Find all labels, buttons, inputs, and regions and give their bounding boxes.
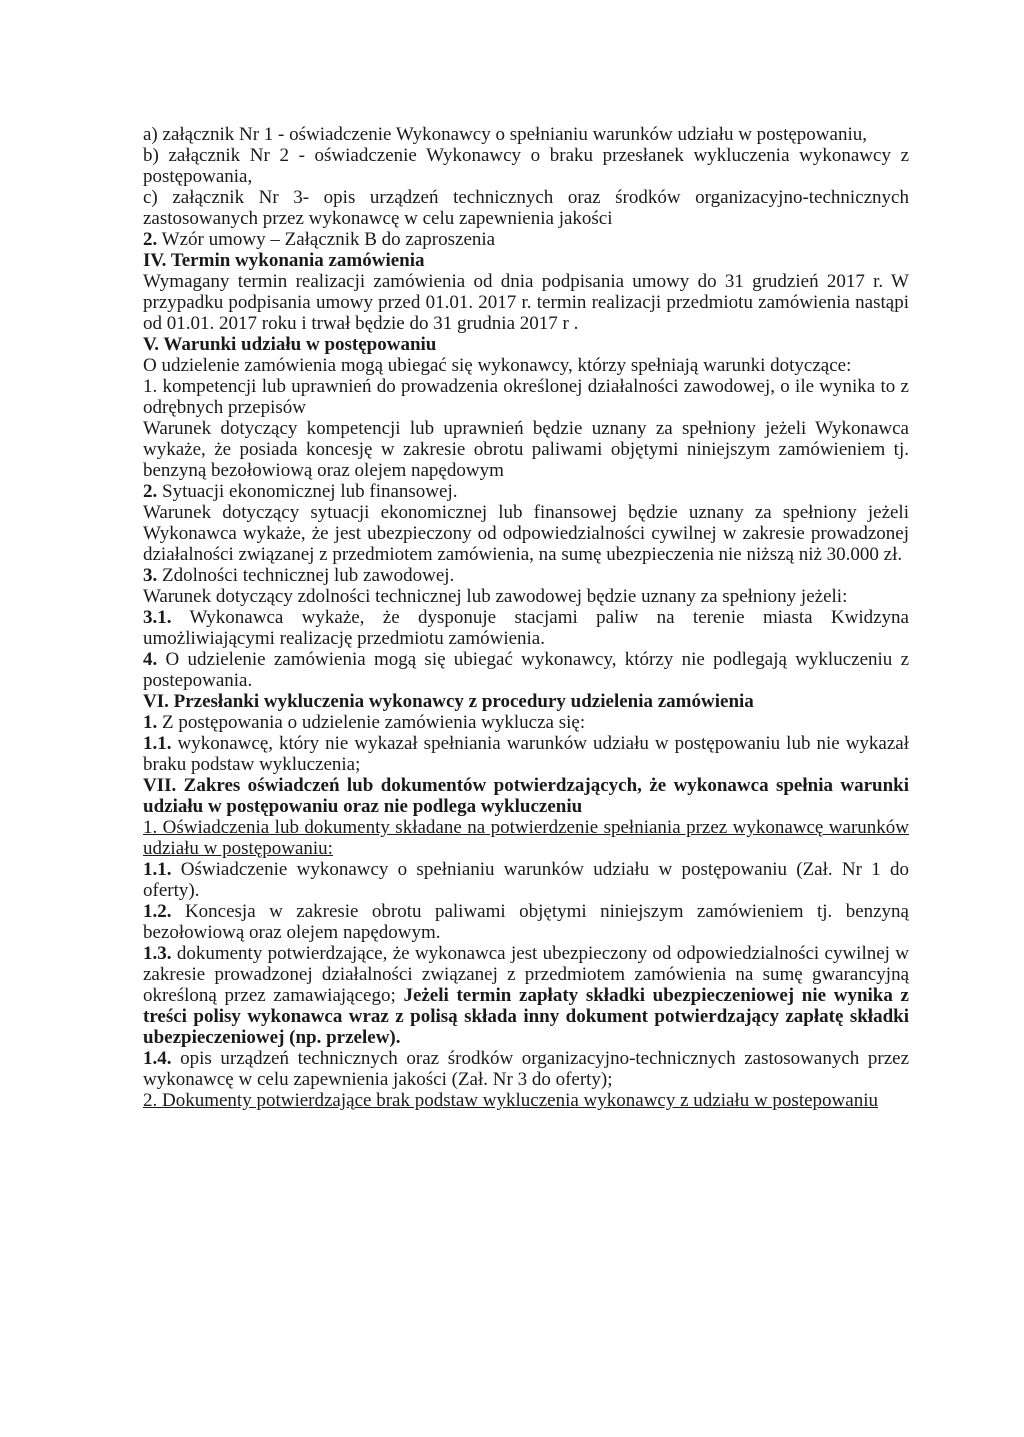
section-7-point-1-3 — [143, 943, 909, 1048]
section-7-point-1-2-number: 1.2. — [143, 901, 172, 922]
section-4-paragraph: Wymagany termin realizacji zamówienia od dnia podpisania umowy do 31 grudzień 2017 r. W przypadku podpisania umowy przed 01.01. 2017 r. termin realizacji przedmiotu zamówienia nastąpi od 01.01. 2017 roku i trwał będzie do 31 grudnia 2017 r . — [143, 271, 909, 334]
condition-3-1-text: Wykonawca wykaże, że dysponuje stacjami paliw na terenie miasta Kwidzyna umożliwiającymi realizację przedmiotu zamówienia. — [143, 607, 909, 649]
section-7-point-1-4-text: opis urządzeń technicznych oraz środków organizacyjno-technicznych zastosowanych przez wykonawcę w celu zapewnienia jakości (Zał. Nr 3 do oferty); — [143, 1048, 909, 1090]
condition-2-number: 2. — [143, 481, 158, 502]
condition-2-description: Warunek dotyczący sytuacji ekonomicznej lub finansowej będzie uznany za spełniony jeżeli Wykonawca wykaże, że jest ubezpieczony od odpowiedzialności cywilnej w zakresie prowadzonej działalności związanej z przedmiotem zamówienia, na sumę ubezpieczenia nie niższą niż 30.000 zł. — [143, 502, 909, 565]
condition-4-number: 4. — [143, 649, 158, 670]
section-7-point-1-1-text: Oświadczenie wykonawcy o spełnianiu warunków udziału w postępowaniu (Zał. Nr 1 do oferty). — [143, 859, 909, 901]
attachment-b: b) załącznik Nr 2 - oświadczenie Wykonawcy o braku przesłanek wykluczenia wykonawcy z postępowania, — [143, 145, 909, 187]
section-6-heading: VI. Przesłanki wykluczenia wykonawcy z procedury udzielenia zamówienia — [143, 691, 754, 712]
item-2 — [143, 229, 909, 250]
section-7-point-1-2 — [143, 901, 909, 943]
section-6-point-1-number: 1. — [143, 712, 158, 733]
section-7-point-1-1-number: 1.1. — [143, 859, 172, 880]
section-6-point-1-text: Z postępowania o udzielenie zamówienia wyklucza się: — [157, 712, 586, 733]
attachment-a: a) załącznik Nr 1 - oświadczenie Wykonawcy o spełnianiu warunków udziału w postępowaniu, — [143, 124, 867, 145]
condition-3 — [143, 565, 909, 586]
condition-1-description: Warunek dotyczący kompetencji lub uprawnień będzie uznany za spełniony jeżeli Wykonawca wykaże, że posiada koncesję w zakresie obrotu paliwami objętymi niniejszym zamówieniem tj. benzyną bezołowiową oraz olejem napędowym — [143, 418, 909, 481]
section-5-heading: V. Warunki udziału w postępowaniu — [143, 334, 437, 355]
document-page — [143, 124, 909, 1111]
condition-3-text: Zdolności technicznej lub zawodowej. — [157, 565, 455, 586]
item-2-number: 2. — [143, 229, 158, 250]
section-7-point-1-4 — [143, 1048, 909, 1090]
condition-3-1-number: 3.1. — [143, 607, 172, 628]
condition-4-text: O udzielenie zamówienia mogą się ubiegać wykonawcy, którzy nie podlegają wykluczeniu z postepowania. — [143, 649, 909, 691]
section-6-point-1 — [143, 712, 909, 733]
section-6-point-1-1-text: wykonawcę, który nie wykazał spełniania warunków udziału w postępowaniu lub nie wykazał braku podstaw wykluczenia; — [143, 733, 909, 775]
condition-1: 1. kompetencji lub uprawnień do prowadzenia określonej działalności zawodowej, o ile wynika to z odrębnych przepisów — [143, 376, 909, 418]
section-5-intro: O udzielenie zamówienia mogą ubiegać się wykonawcy, którzy spełniają warunki dotyczące: — [143, 355, 852, 376]
condition-2 — [143, 481, 909, 502]
section-7-point-1-2-text: Koncesja w zakresie obrotu paliwami objętymi niniejszym zamówieniem tj. benzyną bezołowiową oraz olejem napędowym. — [143, 901, 909, 943]
condition-3-description: Warunek dotyczący zdolności technicznej lub zawodowej będzie uznany za spełniony jeżeli: — [143, 586, 848, 607]
section-7-point-1-3-text: dokumenty potwierdzające, że wykonawca jest ubezpieczony od odpowiedzialności cywilnej w zakresie prowadzonej działalności związanej z przedmiotem zamówienia na sumę gwarancyjną określoną przez zamawiającego; — [143, 943, 909, 1006]
condition-2-text: Sytuacji ekonomicznej lub finansowej. — [157, 481, 458, 502]
condition-3-number: 3. — [143, 565, 158, 586]
section-6-point-1-1 — [143, 733, 909, 775]
section-6-point-1-1-number: 1.1. — [143, 733, 172, 754]
section-7-point-1-3-bold-note: Jeżeli termin zapłaty składki ubezpieczeniowej nie wynika z treści polisy wykonawca wraz z polisą składa inny dokument potwierdzający zapłatę składki ubezpieczeniowej (np. przelew). — [143, 985, 909, 1048]
condition-3-1 — [143, 607, 909, 649]
attachment-c: c) załącznik Nr 3- opis urządzeń technicznych oraz środków organizacyjno-technicznych zastosowanych przez wykonawcę w celu zapewnienia jakości — [143, 187, 909, 229]
item-2-text: Wzór umowy – Załącznik B do zaproszenia — [157, 229, 496, 250]
section-7-point-1-1 — [143, 859, 909, 901]
section-7-point-1: 1. Oświadczenia lub dokumenty składane na potwierdzenie spełniania przez wykonawcę warunków udziału w postępowaniu: — [143, 817, 909, 859]
condition-4 — [143, 649, 909, 691]
section-7-point-1-4-number: 1.4. — [143, 1048, 172, 1069]
section-4-heading: IV. Termin wykonania zamówienia — [143, 250, 425, 271]
section-7-point-1-3-number: 1.3. — [143, 943, 172, 964]
section-7-point-2: 2. Dokumenty potwierdzające brak podstaw wykluczenia wykonawcy z udziału w postepowaniu — [143, 1090, 878, 1111]
section-7-heading: VII. Zakres oświadczeń lub dokumentów potwierdzających, że wykonawca spełnia warunki udziału w postępowaniu oraz nie podlega wykluczeniu — [143, 775, 909, 817]
